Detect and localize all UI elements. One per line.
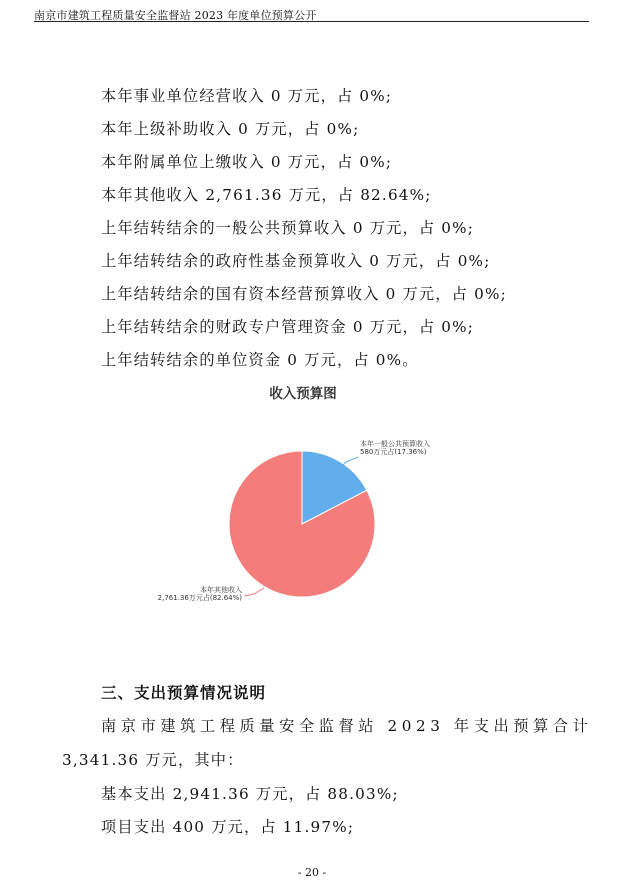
income-line-other: 本年其他收入 2,761.36 万元，占 82.64%; bbox=[101, 186, 432, 204]
pie-label-name-1: 本年其他收入 bbox=[200, 586, 242, 594]
expenditure-summary-line2: 3,341.36 万元，其中： bbox=[62, 751, 244, 769]
income-line-carryover-unit-funds: 上年结转结余的单位资金 0 万元，占 0%。 bbox=[101, 351, 419, 369]
income-line-carryover-fiscal-account: 上年结转结余的财政专户管理资金 0 万元，占 0%; bbox=[101, 318, 475, 336]
pie-label-name-0: 本年一般公共预算收入 bbox=[360, 440, 430, 448]
expenditure-line-basic: 基本支出 2,941.36 万元，占 88.03%; bbox=[101, 785, 399, 803]
income-line-carryover-general: 上年结转结余的一般公共预算收入 0 万元，占 0%; bbox=[101, 219, 475, 237]
pie-label-value-1: 2,761.36万元占(82.64%) bbox=[157, 594, 242, 602]
section-heading: 三、支出预算情况说明 bbox=[101, 684, 267, 702]
income-line-carryover-state-capital: 上年结转结余的国有资本经营预算收入 0 万元，占 0%; bbox=[101, 285, 507, 303]
expenditure-line-project: 项目支出 400 万元，占 11.97%; bbox=[101, 818, 355, 836]
page-number: - 20 - bbox=[297, 866, 327, 879]
income-line-carryover-fund: 上年结转结余的政府性基金预算收入 0 万元，占 0%; bbox=[101, 252, 491, 270]
income-line-superior-subsidy: 本年上级补助收入 0 万元，占 0%; bbox=[101, 120, 360, 138]
chart-title: 收入预算图 bbox=[269, 386, 337, 402]
income-line-operating: 本年事业单位经营收入 0 万元，占 0%; bbox=[101, 87, 393, 105]
pie-label-value-0: 580万元占(17.36%) bbox=[360, 448, 427, 456]
document-header: 南京市建筑工程质量安全监督站 2023 年度单位预算公开 bbox=[34, 9, 317, 22]
expenditure-summary-line1: 南京市建筑工程质量安全监督站 2023 年支出预算合计 bbox=[101, 717, 593, 735]
pie-leader-line-1 bbox=[244, 588, 264, 596]
income-line-affiliated-unit: 本年附属单位上缴收入 0 万元，占 0%; bbox=[101, 153, 393, 171]
